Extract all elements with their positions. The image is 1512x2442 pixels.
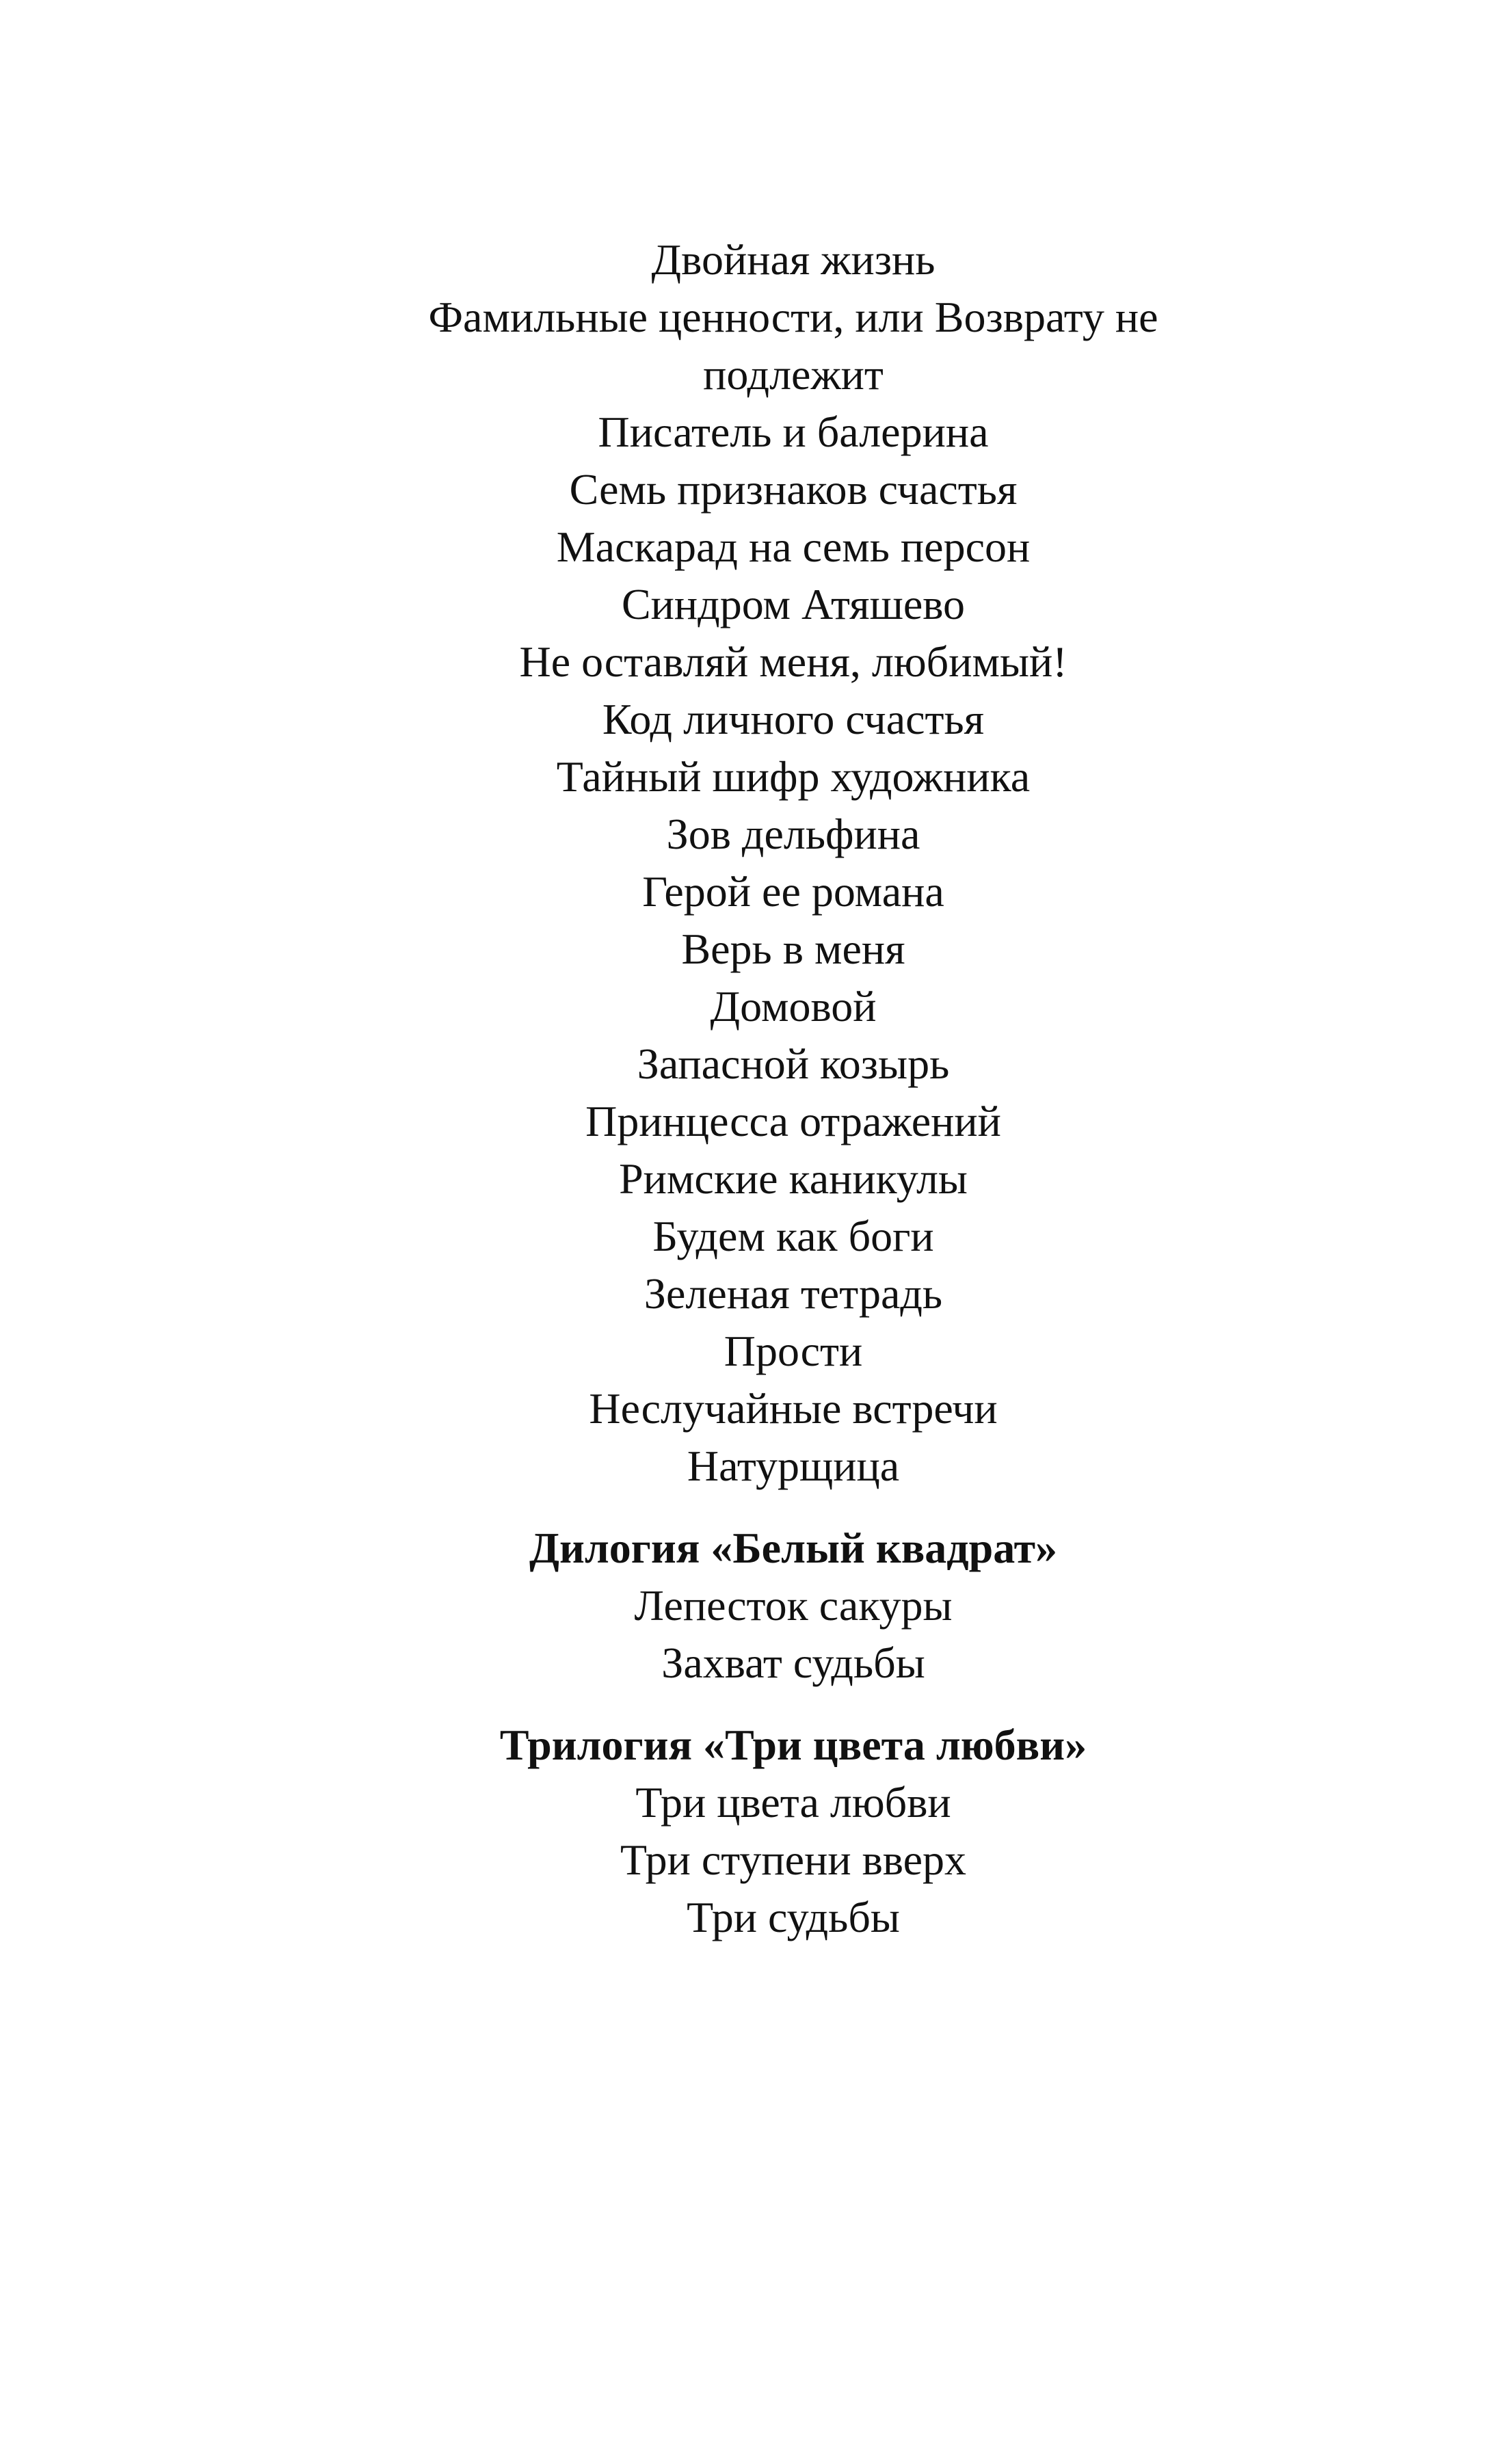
book-title: Римские каникулы [619, 1154, 968, 1203]
book-title: Зеленая тетрадь [644, 1269, 943, 1318]
book-title: Принцесса отражений [585, 1097, 1001, 1145]
book-title: Двойная жизнь [651, 235, 936, 284]
book-title: Зов дельфина [666, 810, 920, 858]
bibliography-list [315, 231, 1272, 1946]
book-title: Синдром Атяшево [621, 580, 966, 628]
series-dilogy [315, 1519, 1272, 1692]
book-title: Будем как боги [652, 1212, 934, 1260]
book-title: Маскарад на семь персон [556, 522, 1031, 571]
book-title: Натурщица [687, 1442, 900, 1490]
book-title: Прости [724, 1327, 863, 1375]
book-title: Неслучайные встречи [589, 1384, 998, 1433]
book-title: Герой ее романа [642, 867, 944, 916]
book-title: Домовой [710, 982, 877, 1031]
book-title: Запасной козырь [637, 1039, 950, 1088]
series-book-title: Три судьбы [687, 1893, 900, 1941]
book-title: Писатель и балерина [598, 408, 989, 456]
book-title: Семь признаков счастья [569, 465, 1018, 514]
series-heading: Дилогия «Белый квадрат» [529, 1524, 1058, 1572]
series-book-title: Три ступени вверх [620, 1835, 967, 1884]
book-title: подлежит [703, 350, 884, 399]
series-book-title: Захват судьбы [661, 1638, 925, 1687]
series-trilogy [315, 1716, 1272, 1946]
book-title: Код личного счастья [602, 695, 985, 743]
book-title: Не оставляй меня, любимый! [519, 637, 1067, 686]
series-book-title: Лепесток сакуры [634, 1581, 953, 1630]
book-title: Верь в меня [681, 925, 905, 973]
book-title: Фамильные ценности, или Возврату не [428, 293, 1158, 341]
series-heading: Трилогия «Три цвета любви» [499, 1721, 1087, 1769]
book-title: Тайный шифр художника [556, 752, 1031, 801]
series-book-title: Три цвета любви [635, 1778, 951, 1827]
